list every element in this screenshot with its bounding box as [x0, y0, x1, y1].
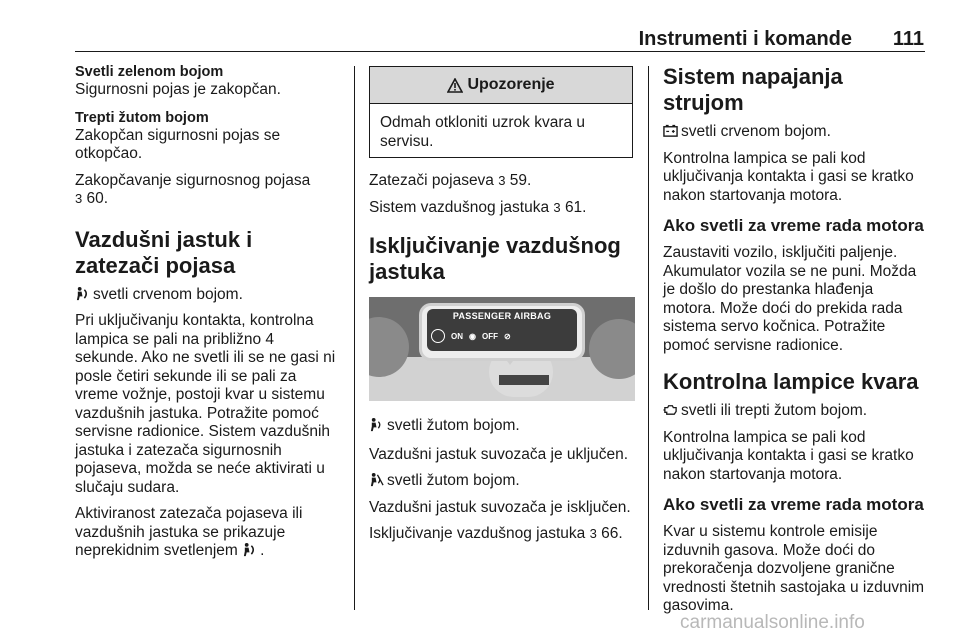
ref-arrow-icon: 3: [498, 173, 506, 188]
paragraph: Kontrolna lampica se pali kod uključivanja kontakta i gasi se kratko nakon startovanja motora.: [663, 149, 914, 204]
paragraph: Zaustaviti vozilo, isključiti paljenje. Akumulator vozila se ne puni. Možda je došlo do prestanka hlađenja motora. Može doći do prekida rada sistema servo kočnica. Potražite pomoć servisne radionice.: [663, 244, 917, 354]
lamp-line: svetli crvenom bojom.: [75, 286, 341, 305]
photo-label: PASSENGER AIRBAG: [452, 311, 552, 321]
paragraph: Kvar u sistemu kontrole emisije izduvnih gasova. Može doći do prekoračenja dozvoljene granične vrednosti štetnih sastojaka u izduvnim gasovima.: [663, 523, 925, 614]
page-number: 111: [892, 28, 924, 50]
watermark: carmanualsonline.info: [680, 612, 865, 633]
section-heading-airbag-off: Isključivanje vazdušnog jastuka: [369, 233, 621, 284]
section-heading-charging: Sistem napajanja strujom: [663, 64, 843, 115]
passenger-airbag-on-icon: ◉: [469, 331, 476, 341]
battery-icon: [663, 123, 678, 138]
paragraph: Sigurnosni pojas je zakopčan.: [75, 81, 281, 98]
warning-triangle-icon: [447, 78, 463, 93]
seatbelt-icon: [431, 329, 445, 343]
subheading-engine-running: Ako svetli za vreme rada motora: [663, 495, 924, 514]
section-heading-malfunction: Kontrolna lampice kvara: [663, 369, 919, 394]
subheading-yellow: Trepti žutom bojom: [75, 109, 209, 126]
column-middle: [369, 64, 635, 552]
paragraph: Vazdušni jastuk suvozača je isključen.: [369, 498, 631, 516]
warning-body: Odmah otkloniti uzrok kvara u servisu.: [380, 114, 586, 150]
column-right: [663, 64, 929, 624]
cross-reference: Zatezači pojaseva 3 59.: [369, 172, 532, 189]
lamp-line: svetli ili trepti žutom bojom.: [663, 402, 929, 421]
paragraph: Kontrolna lampica se pali kod uključivanja kontakta i gasi se kratko nakon startovanja motora.: [663, 428, 914, 483]
airbag-off-icon: [369, 472, 384, 487]
warning-header: Upozorenje: [370, 67, 632, 104]
section-heading-airbag: Vazdušni jastuk i zatezači pojasa: [75, 226, 253, 278]
passenger-airbag-off-icon: ⊘: [503, 331, 511, 341]
paragraph: Zakopčan sigurnosni pojas se otkopčao.: [75, 126, 281, 162]
paragraph: Vazdušni jastuk suvozača je uključen.: [369, 445, 629, 463]
subheading-engine-running: Ako svetli za vreme rada motora: [663, 216, 924, 235]
cross-reference: Zakopčavanje sigurnosnog pojasa 3 60.: [75, 171, 311, 207]
cross-reference: Isključivanje vazdušnog jastuka 3 66.: [369, 525, 623, 542]
paragraph: Pri uključivanju kontakta, kontrolna lampica se pali na približno 4 sekunde. Ako ne svetli ili se ne gasi ni posle četiri sekunde ili se pali za vreme vožnje, postoji kvar u sistemu vazdušnih jastuka. Potražite pomoć servisne radionice. Sistem vazdušnih jastuka i zatezača sigurnosnih pojaseva, možda se neće aktivirati u slučaju sudara.: [75, 312, 336, 496]
airbag-warning-icon: [242, 542, 257, 557]
photo-on-label: ON: [451, 331, 463, 341]
airbag-indicator-photo: [369, 297, 635, 401]
column-divider-2: [648, 66, 649, 610]
lamp-line: svetli žutom bojom.: [369, 472, 635, 491]
running-header-title: Instrumenti i komande: [638, 28, 852, 50]
airbag-on-icon: [369, 417, 384, 432]
airbag-warning-icon: [75, 286, 90, 301]
lamp-line: svetli crvenom bojom.: [663, 123, 929, 142]
subheading-green: Svetli zelenom bojom: [75, 64, 224, 80]
ref-arrow-icon: 3: [553, 199, 561, 215]
header-rule: [75, 51, 925, 52]
cross-reference: Sistem vazdušnog jastuka 3 61.: [369, 198, 587, 216]
ref-arrow-icon: 3: [75, 191, 83, 206]
photo-off-label: OFF: [481, 331, 498, 341]
engine-check-icon: [663, 402, 678, 417]
column-left: [75, 64, 341, 569]
lamp-line: svetli žutom bojom.: [369, 417, 635, 436]
column-divider-1: [354, 66, 355, 610]
ref-arrow-icon: 3: [589, 526, 597, 541]
warning-box: [369, 66, 633, 158]
paragraph: Aktiviranost zatezača pojaseva ili vazdušnih jastuka se prikazuje neprekidnim svetlenjem .: [75, 505, 303, 559]
